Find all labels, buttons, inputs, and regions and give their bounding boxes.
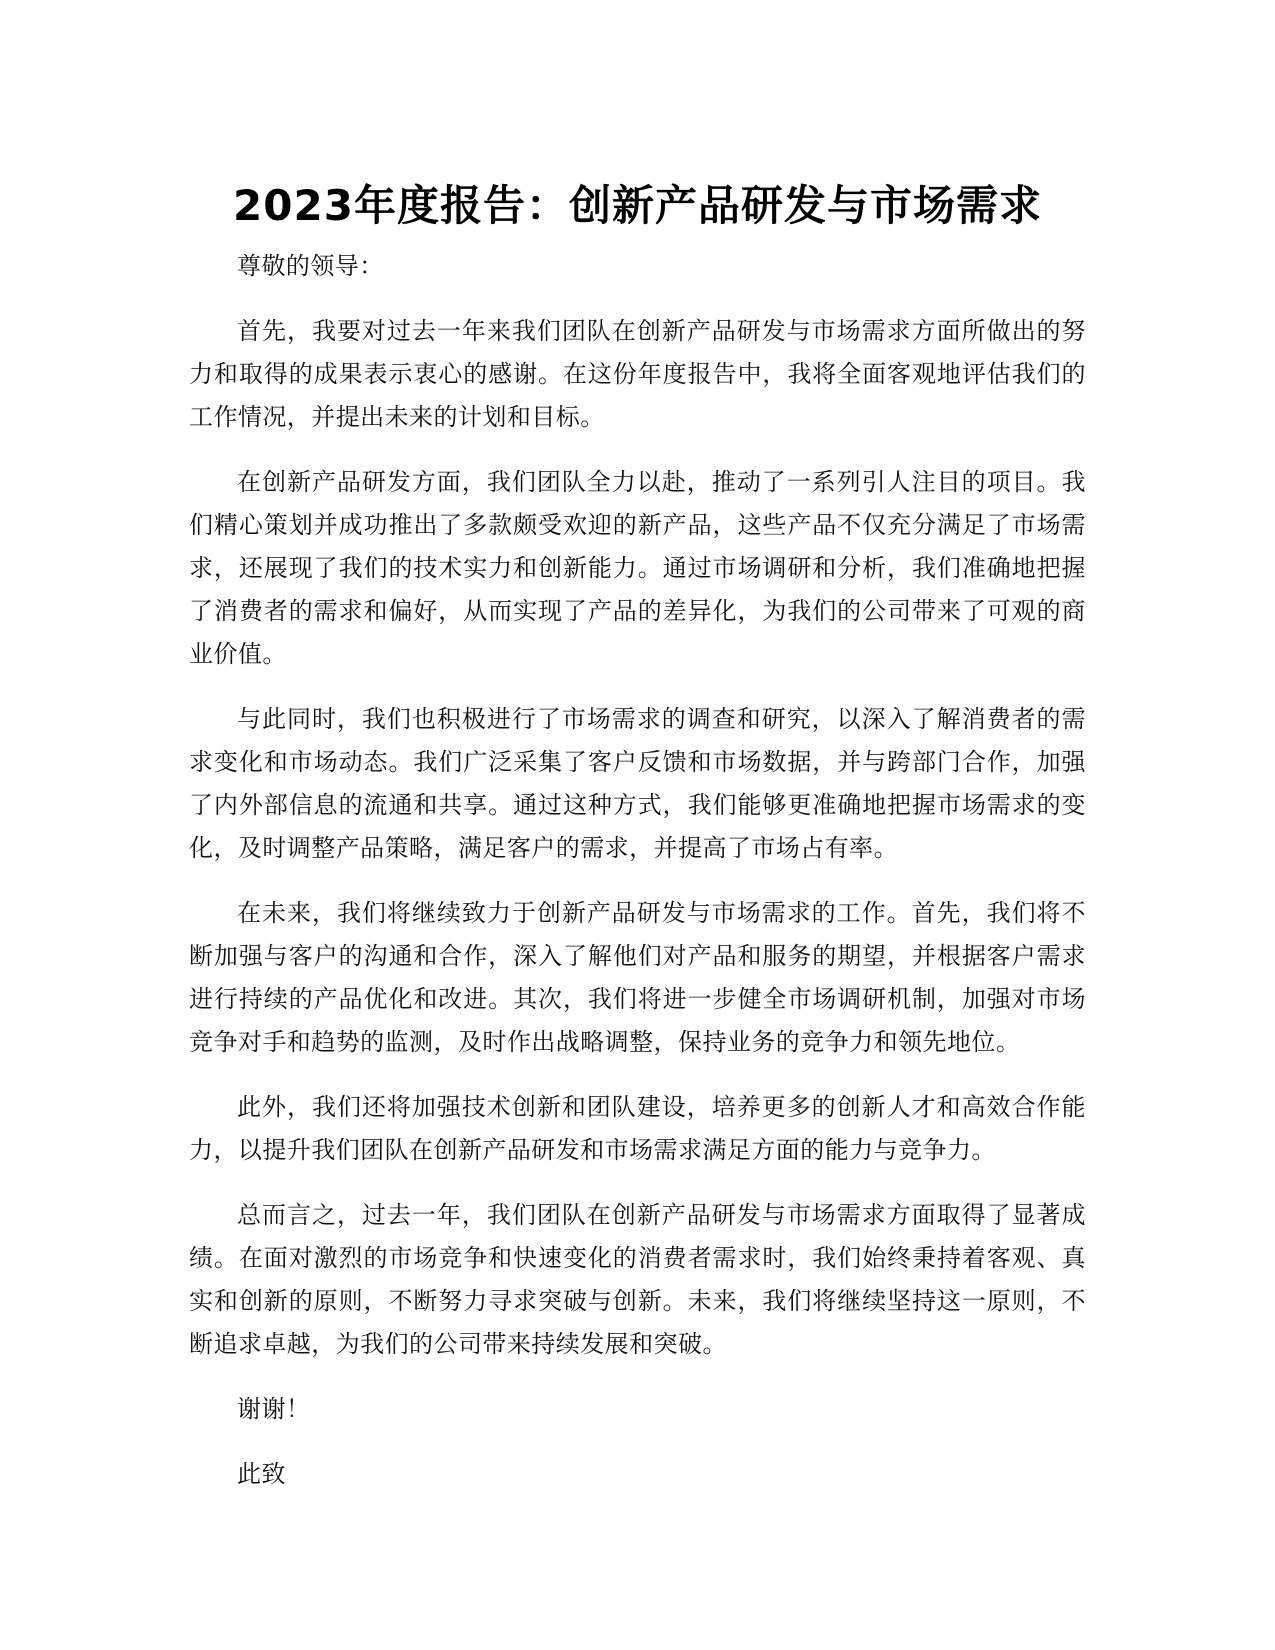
paragraph-market-research: 与此同时，我们也积极进行了市场需求的调查和研究，以深入了解消费者的需求变化和市场动态。我们广泛采集了客户反馈和市场数据，并与跨部门合作，加强了内外部信息的流通和共享。通过这种方式，我们能够更准确地把握市场需求的变化，及时调整产品策略，满足客户的需求，并提高了市场占有率。 xyxy=(189,705,1086,862)
salutation: 尊敬的领导： xyxy=(237,252,384,280)
paragraph-intro: 首先，我要对过去一年来我们团队在创新产品研发与市场需求方面所做出的努力和取得的成果表示衷心的感谢。在这份年度报告中，我将全面客观地评估我们的工作情况，并提出未来的计划和目标。 xyxy=(189,317,1086,431)
document-body xyxy=(189,245,1086,1518)
paragraph-product-development: 在创新产品研发方面，我们团队全力以赴，推动了一系列引人注目的项目。我们精心策划并成功推出了多款颇受欢迎的新产品，这些产品不仅充分满足了市场需求，还展现了我们的技术实力和创新能力。通过市场调研和分析，我们准确地把握了消费者的需求和偏好，从而实现了产品的差异化，为我们的公司带来了可观的商业价值。 xyxy=(189,468,1086,668)
closing-thanks: 谢谢！ xyxy=(237,1395,311,1423)
paragraph-conclusion: 总而言之，过去一年，我们团队在创新产品研发与市场需求方面取得了显著成绩。在面对激烈的市场竞争和快速变化的消费者需求时，我们始终秉持着客观、真实和创新的原则，不断努力寻求突破与创新。未来，我们将继续坚持这一原则，不断追求卓越，为我们的公司带来持续发展和突破。 xyxy=(189,1201,1086,1358)
paragraph-future-plans: 在未来，我们将继续致力于创新产品研发与市场需求的工作。首先，我们将不断加强与客户的沟通和合作，深入了解他们对产品和服务的期望，并根据客户需求进行持续的产品优化和改进。其次，我们将进一步健全市场调研机制，加强对市场竞争对手和趋势的监测，及时作出战略调整，保持业务的竞争力和领先地位。 xyxy=(189,899,1086,1056)
paragraph-team-building: 此外，我们还将加强技术创新和团队建设，培养更多的创新人才和高效合作能力，以提升我们团队在创新产品研发和市场需求满足方面的能力与竞争力。 xyxy=(189,1093,1086,1164)
document-title: 2023年度报告：创新产品研发与市场需求 xyxy=(233,181,1042,231)
closing-regards: 此致 xyxy=(237,1460,286,1488)
